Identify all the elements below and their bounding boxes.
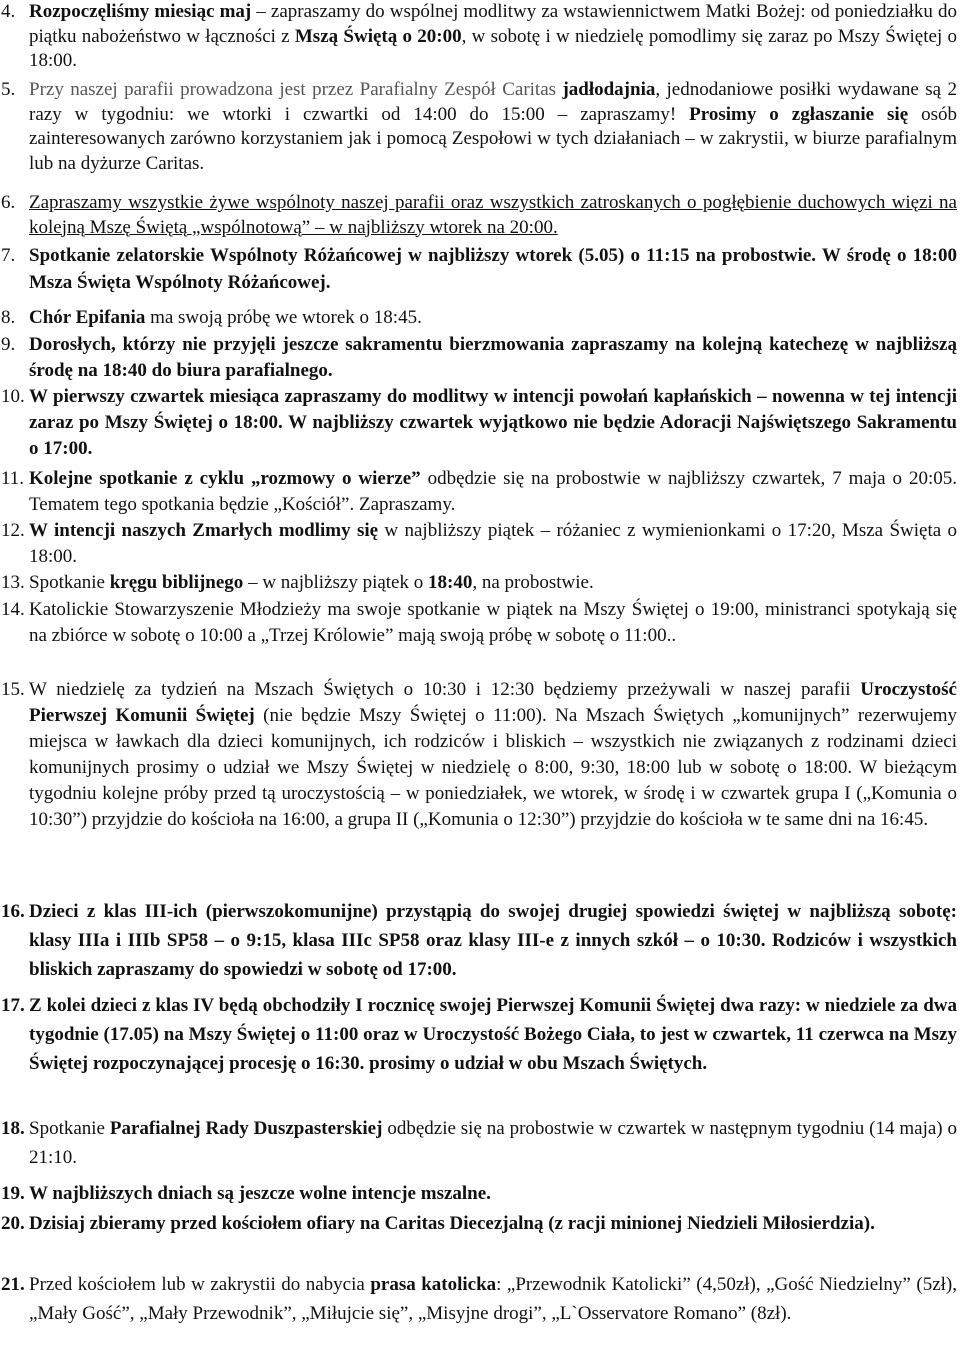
announcement-6 — [1, 191, 957, 240]
item-number: 13. — [1, 572, 25, 593]
announcement-text: 18:40 — [428, 572, 473, 593]
announcement-9 — [1, 332, 957, 384]
item-number: 21. — [1, 1274, 25, 1295]
announcement-7 — [1, 243, 957, 296]
announcement-text: W intencji naszych Zmarłych modlimy się — [29, 520, 379, 541]
announcement-20 — [1, 1209, 957, 1238]
announcement-text: – zapraszamy do wspólnej modlitwy za wstawiennictwem Matki Bożej: od poniedziałku do piątku nabożeństwo w łączności z — [29, 1, 957, 47]
item-number: 16. — [1, 901, 25, 922]
announcement-text: W pierwszy czwartek miesiąca zapraszamy do modlitwy w intencji powołań kapłańskich – nowenna w tej intencji zaraz po Mszy Świętej o 18:00. W najbliższy czwartek wyjątkowo nie będzie Adoracji Najświętszego Sakramentu o 17:00. — [29, 386, 957, 459]
announcement-text: kręgu biblijnego — [109, 572, 244, 593]
announcement-text: Katolickie Stowarzyszenie Młodzieży ma swoje spotkanie w piątek na Mszy Świętej o 19:00, ministranci spotykają się na zbiórce w sobotę o 10:00 a „Trzej Królowie” mają swoją próbę w sobotę o 11:00.. — [29, 599, 957, 646]
announcement-text: (nie będzie Mszy Świętej o 11:00). Na Mszach Świętych „komunijnych” rezerwujemy miejsca w ławkach dla dzieci komunijnych, ich rodziców i bliskich – wszystkich nie związanych z rodzinami dzieci komunijnych prosimy o udział we Mszy Świętej w niedzielę o 8:00, 9:30, 18:00 lub w sobotę o 18:00. W bieżącym tygodniu kolejne próby przed tą uroczystością – w poniedziałek, we wtorek, w środę i w czwartek grupa I („Komunia o 10:30”) przyjdzie do kościoła na 16:00, a grupa II („Komunia o 12:30”) przyjdzie do kościoła w te same dni na 16:45. — [29, 705, 957, 830]
announcement-18 — [1, 1114, 957, 1172]
announcement-text: odbędzie się na probostwie w najbliższy czwartek, 7 maja o 20:05. Tematem tego spotkania będzie „Kościół”. Zapraszamy. — [29, 468, 957, 515]
announcement-text: , w sobotę i w niedzielę pomodlimy się zaraz po Mszy Świętej o 18:00. — [29, 25, 957, 71]
announcement-text: Parafialnej Rady Duszpasterskiej — [109, 1118, 383, 1139]
announcement-16 — [1, 897, 957, 984]
announcement-text: Prosimy o zgłaszanie się — [689, 103, 909, 125]
announcement-text: ma swoją próbę we wtorek o 18:45. — [145, 307, 422, 328]
announcement-11 — [1, 466, 957, 518]
announcement-text: Dorosłych, którzy nie przyjęli jeszcze sakramentu bierzmowania zapraszamy na kolejną katechezę w najbliższą środę na 18:40 do biura parafialnego. — [29, 334, 957, 381]
item-number: 12. — [1, 520, 25, 541]
announcement-17 — [1, 991, 957, 1078]
announcement-8 — [1, 306, 957, 331]
announcement-21 — [1, 1270, 957, 1328]
announcement-text: Z kolei dzieci z klas IV będą obchodziły I rocznicę swojej Pierwszej Komunii Świętej dwa razy: w niedziele za dwa tygodnie (17.05) na Mszy Świętej o 11:00 oraz w Uroczystość Bożego Ciała, to jest w czwartek, 11 czerwca na Mszy Świętej rozpoczynającej procesję o 16:30. prosimy o udział w obu Mszach Świętych. — [29, 995, 957, 1074]
announcement-text: Przed kościołem lub w zakrystii do nabycia — [29, 1274, 371, 1295]
announcement-text: – w najbliższy piątek o — [243, 572, 428, 593]
announcement-4 — [1, 0, 957, 74]
item-number: 15. — [1, 679, 25, 700]
announcement-text: Przy naszej parafii prowadzona jest przez Parafialny Zespół Caritas — [29, 79, 563, 100]
item-number: 11. — [1, 468, 25, 489]
announcement-text: Dzieci z klas III-ich (pierwszokomunijne) przystąpią do swojej drugiej spowiedzi świętej w najbliższą sobotę: klasy IIIa i IIIb SP58 – o 9:15, klasa IIIc SP58 oraz klasy III-e z innych szkół – o 10:30. Rodziców i wszystkich bliskich zapraszamy do spowiedzi w sobotę od 17:00. — [29, 901, 957, 980]
announcement-text: W najbliższych dniach są jeszcze wolne intencje mszalne. — [29, 1183, 491, 1204]
item-number: 5. — [1, 79, 16, 100]
announcement-15 — [1, 677, 957, 833]
item-number: 20. — [1, 1213, 25, 1234]
item-number: 10. — [1, 386, 25, 407]
announcement-text: w najbliższy piątek – różaniec z wymienionkami o 17:20, Msza Święta o 18:00. — [29, 520, 958, 567]
announcement-text: , jednodaniowe posiłki wydawane są 2 razy w tygodniu: we wtorki i czwartki od 14:00 do 15:00 – zapraszamy! — [29, 79, 957, 125]
item-number: 19. — [1, 1183, 25, 1204]
announcement-text: Rozpoczęliśmy miesiąc maj — [29, 1, 252, 22]
announcement-text: Dzisiaj zbieramy przed kościołem ofiary na Caritas Diecezjalną (z racji minionej Niedzieli Miłosierdzia). — [29, 1213, 875, 1234]
announcement-text: Mszą Świętą o 20:00 — [294, 25, 462, 47]
announcement-13 — [1, 570, 957, 596]
announcement-text: Kolejne spotkanie z cyklu „rozmowy o wierze” — [29, 468, 421, 489]
item-number: 7. — [1, 245, 16, 266]
announcement-text: Spotkanie zelatorskie Wspólnoty Różańcowej w najbliższy wtorek (5.05) o 11:15 na probostwie. W środę o 18:00 Msza Święta Wspólnoty Różańcowej. — [29, 245, 957, 293]
announcement-text: W niedzielę za tydzień na Mszach Świętych o 10:30 i 12:30 będziemy przeżywali w naszej parafii — [29, 679, 861, 700]
announcement-text: Chór Epifania — [29, 307, 146, 328]
announcement-text: , na probostwie. — [472, 572, 594, 593]
announcement-text: osób zainteresowanych zarówno korzystaniem jak i pomocą Zespołowi w tych działaniach – w zakrystii, w biurze parafialnym lub na dyżurze Caritas. — [29, 103, 957, 174]
announcement-text: jadłodajnia — [562, 79, 656, 100]
item-number: 18. — [1, 1118, 25, 1139]
announcement-text: Spotkanie — [29, 572, 110, 593]
announcement-12 — [1, 518, 958, 570]
item-number: 17. — [1, 995, 25, 1016]
announcement-5 — [1, 78, 957, 176]
announcement-text: Spotkanie — [29, 1118, 110, 1139]
announcement-10 — [1, 384, 957, 462]
item-number: 9. — [1, 334, 16, 355]
announcement-text: Uroczystość Pierwszej Komunii Świętej — [29, 679, 957, 726]
announcement-text: prasa katolicka — [370, 1274, 497, 1295]
item-number: 6. — [1, 192, 16, 213]
announcement-text: : „Przewodnik Katolicki” (4,50zł), „Gość Niedzielny” (5zł), „Mały Gość”, „Mały Przewodnik”, „Miłujcie się”, „Misyjne drogi”, „L`Osservatore Romano” (8zł). — [29, 1274, 957, 1324]
item-number: 8. — [1, 307, 16, 328]
announcement-text: Zapraszamy wszystkie żywe wspólnoty naszej parafii oraz wszystkich zatroskanych o pogłębienie duchowych więzi na kolejną Mszę Świętą „wspólnotową” – w najbliższy wtorek na 20:00. — [29, 192, 957, 238]
announcement-text: odbędzie się na probostwie w czwartek w następnym tygodniu (14 maja) o 21:10. — [29, 1118, 957, 1168]
item-number: 14. — [1, 599, 25, 620]
announcement-14 — [1, 597, 957, 649]
item-number: 4. — [1, 1, 16, 22]
announcement-19 — [1, 1179, 957, 1208]
